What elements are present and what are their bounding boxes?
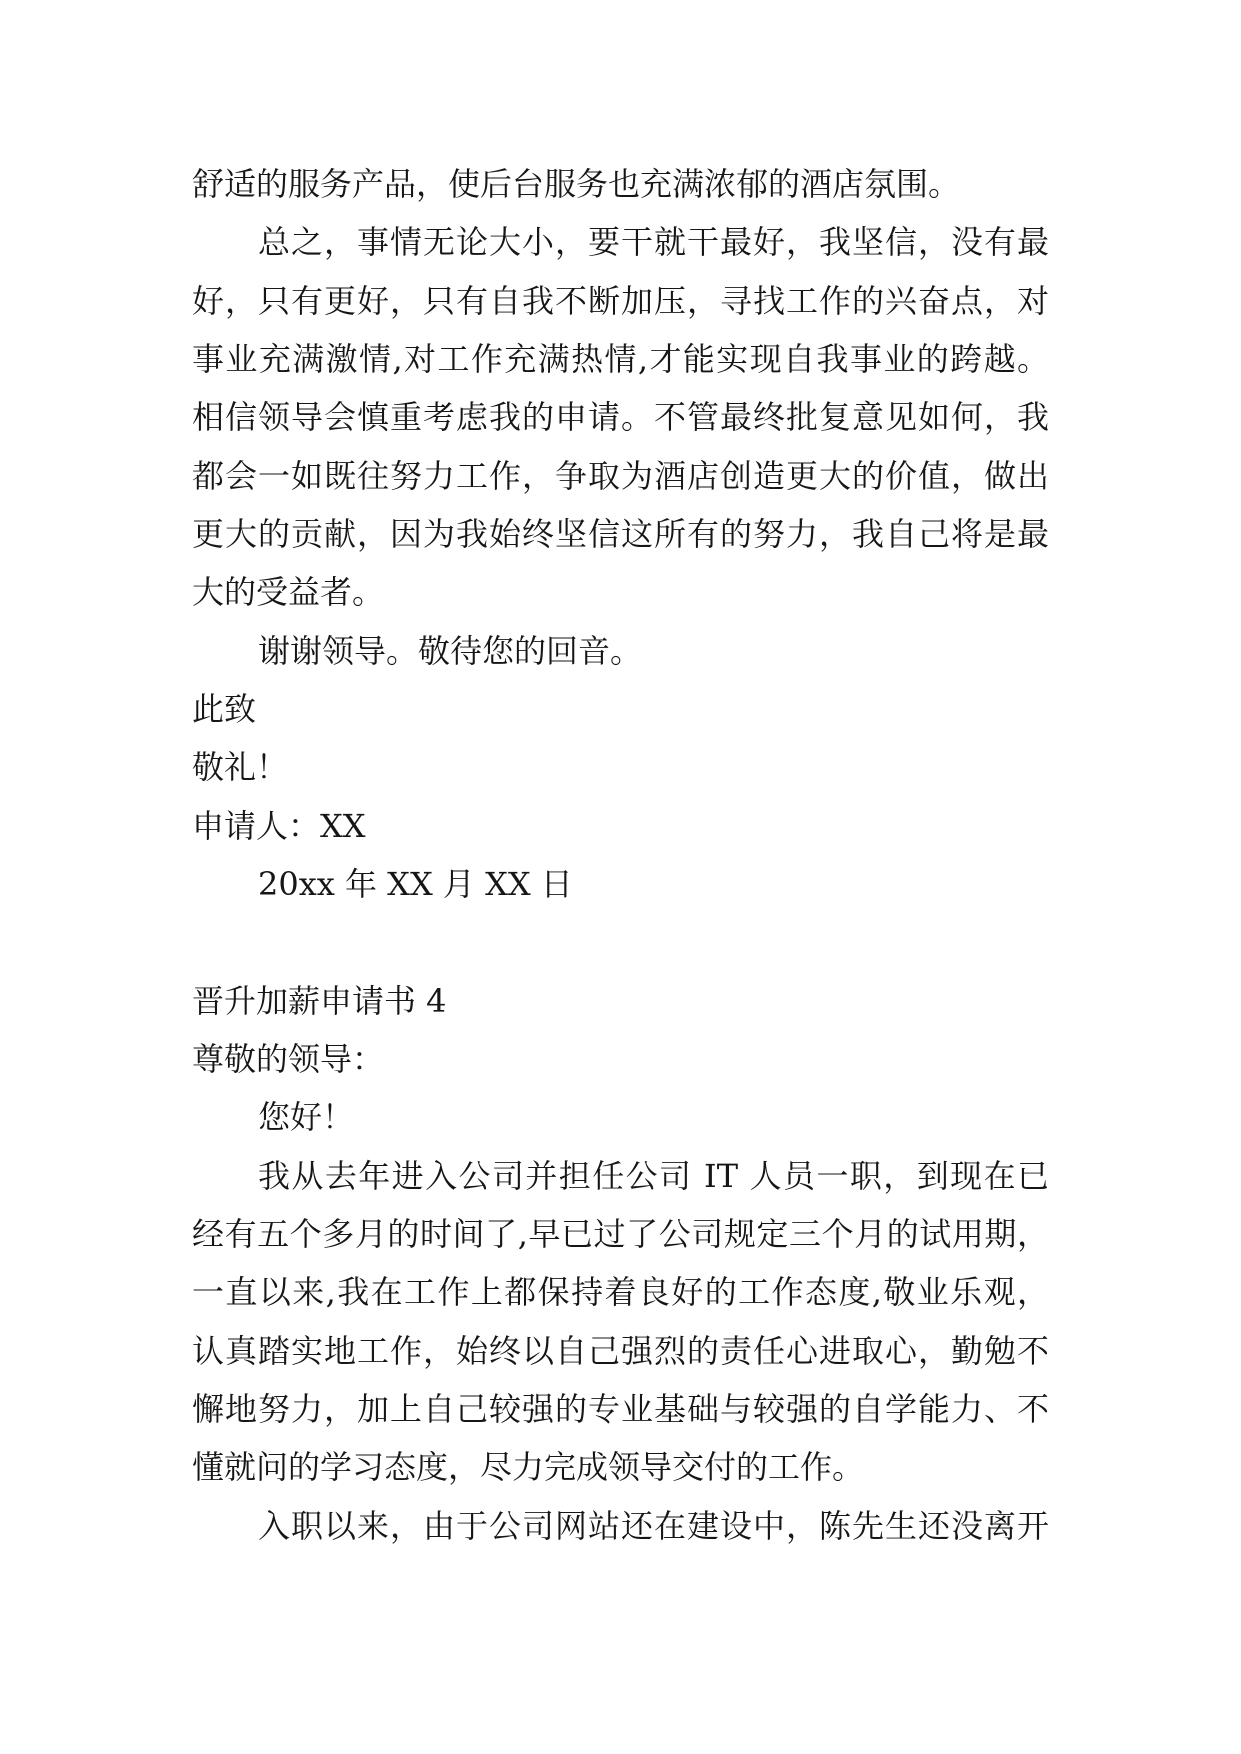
- closing-paragraph-line: 大的受益者。: [192, 573, 385, 612]
- addressee-line: 尊敬的领导：: [192, 1039, 385, 1078]
- body-paragraph-line: 认真踏实地工作，始终以自己强烈的责任心进取心，勤勉不: [192, 1331, 1049, 1370]
- closing-paragraph-line: 都会一如既往努力工作，争取为酒店创造更大的价值，做出: [192, 456, 1049, 495]
- document-body: [192, 155, 1049, 1555]
- closing-paragraph-line: 总之，事情无论大小，要干就干最好，我坚信，没有最: [258, 223, 1049, 262]
- body-paragraph-line: 懈地努力，加上自己较强的专业基础与较强的自学能力、不: [192, 1389, 1049, 1428]
- thanks-line: 谢谢领导。敬待您的回音。: [258, 631, 643, 670]
- letter-title: 晋升加薪申请书 4: [192, 981, 447, 1020]
- applicant-signature: 申请人：XX: [192, 806, 366, 845]
- paragraph-tail-line: 舒适的服务产品，使后台服务也充满浓郁的酒店氛围。: [192, 165, 961, 203]
- greeting-line: 您好！: [258, 1098, 355, 1137]
- closing-paragraph-line: 更大的贡献，因为我始终坚信这所有的努力，我自己将是最: [192, 514, 1049, 553]
- regards-line: 敬礼！: [192, 748, 289, 787]
- date-line: 20xx 年 XX 月 XX 日: [258, 864, 573, 903]
- body-paragraph-line: 一直以来,我在工作上都保持着良好的工作态度,敬业乐观，: [192, 1273, 1049, 1312]
- closing-paragraph-line: 好，只有更好，只有自我不断加压，寻找工作的兴奋点，对: [192, 281, 1049, 320]
- closing-paragraph-line: 事业充满激情,对工作充满热情,才能实现自我事业的跨越。: [192, 339, 1049, 378]
- closing-paragraph-line: 相信领导会慎重考虑我的申请。不管最终批复意见如何，我: [192, 398, 1049, 437]
- body-paragraph-line: 懂就问的学习态度，尽力完成领导交付的工作。: [192, 1448, 865, 1487]
- body-paragraph-line: 入职以来，由于公司网站还在建设中，陈先生还没离开: [258, 1506, 1049, 1545]
- salutation-line: 此致: [192, 689, 257, 728]
- body-paragraph-line: 我从去年进入公司并担任公司 IT 人员一职，到现在已: [258, 1156, 1049, 1195]
- body-paragraph-line: 经有五个多月的时间了,早已过了公司规定三个月的试用期，: [192, 1214, 1049, 1253]
- blank-line: [192, 913, 1049, 971]
